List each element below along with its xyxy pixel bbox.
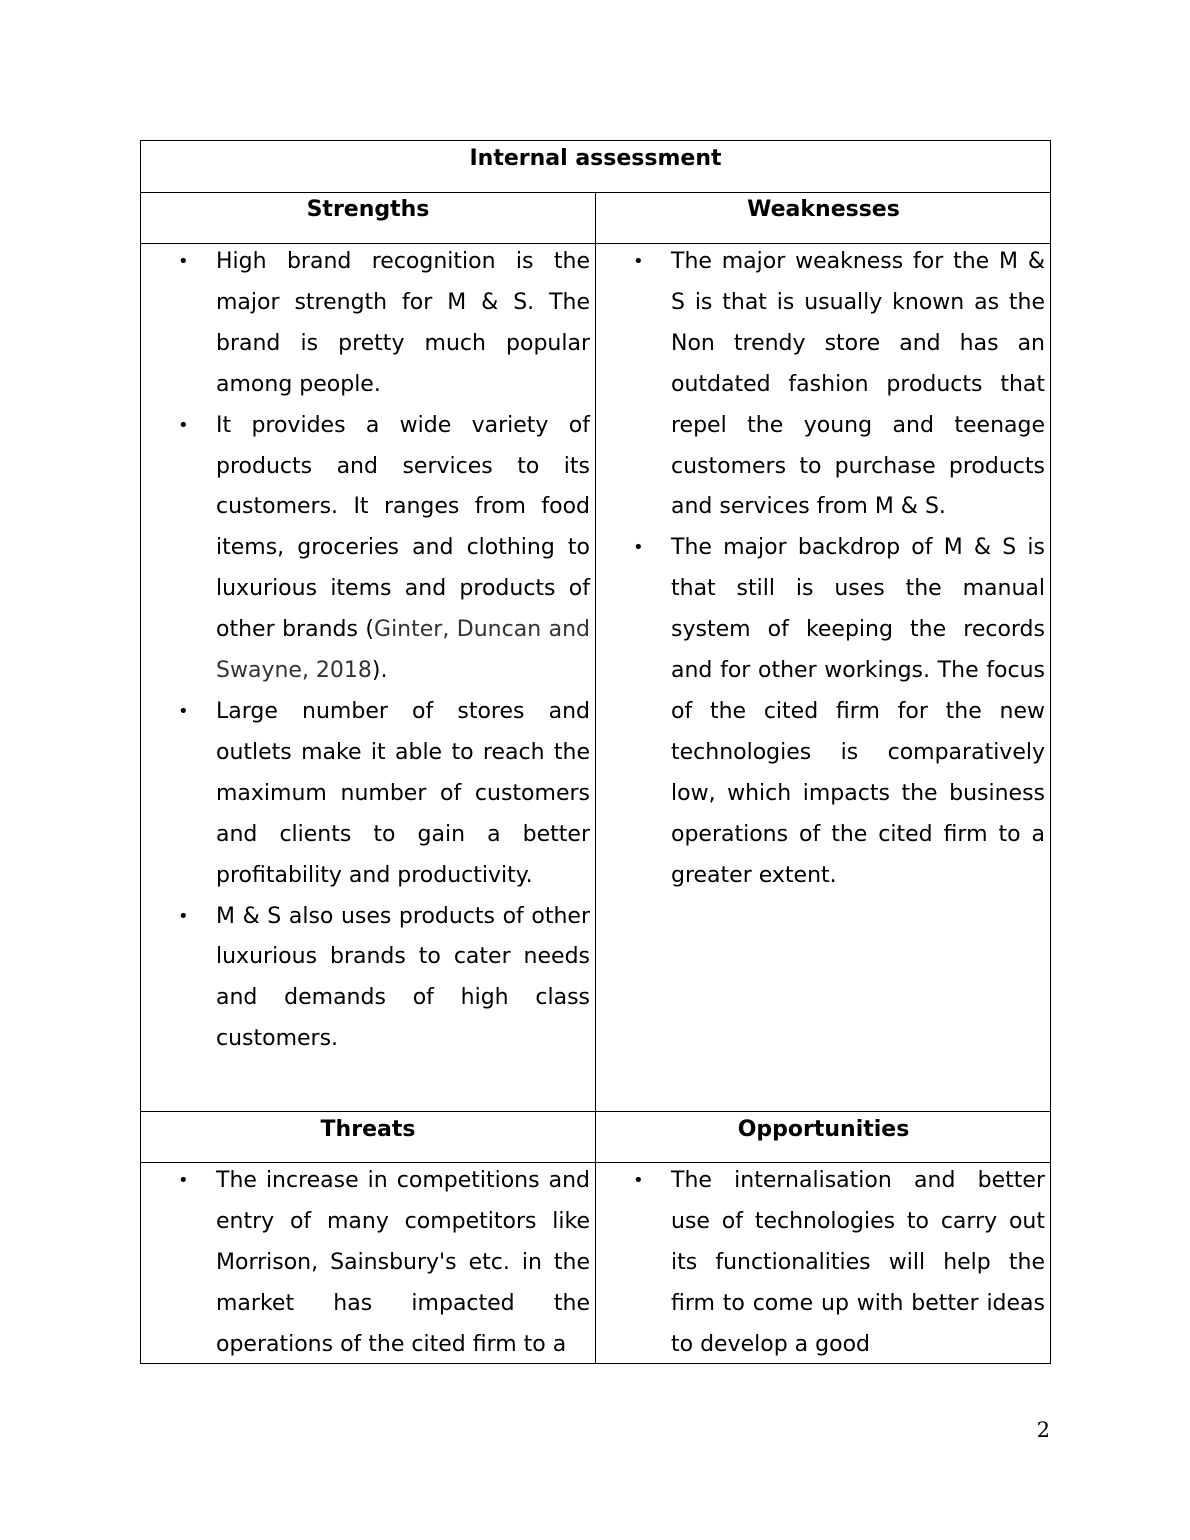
citation: Ginter, Duncan and Swayne, 2018: [216, 617, 591, 684]
list-item: [178, 692, 590, 897]
list-item: [178, 242, 590, 406]
list-item: [178, 897, 590, 1061]
strengths-cell: [178, 242, 591, 1060]
table-title: Internal assessment: [469, 146, 722, 171]
column-divider: [595, 193, 596, 1363]
opportunities-cell: [633, 1161, 1045, 1364]
threats-cell: [178, 1161, 590, 1364]
bullet-icon: •: [633, 1170, 644, 1191]
list-item-text: The increase in competitions and entry of many competitors like Morrison, Sainsbury's etc. in the market has impacted the operations of the cited firm to a: [216, 1168, 590, 1357]
list-item: [633, 242, 1045, 528]
weaknesses-header: Weaknesses: [747, 197, 900, 222]
bullet-icon: •: [633, 537, 644, 559]
bullet-icon: •: [178, 700, 189, 722]
list-item-text: High brand recognition is the major strength for M & S. The brand is pretty much popular among people.: [216, 249, 590, 397]
bullet-icon: •: [633, 251, 644, 272]
list-item: [178, 406, 591, 692]
divider: [141, 1111, 1050, 1112]
list-item: [178, 1161, 590, 1364]
list-item: [633, 1161, 1045, 1364]
swot-table: [140, 140, 1051, 1364]
strengths-header: Strengths: [306, 197, 430, 222]
weaknesses-cell: [633, 242, 1045, 897]
list-item-text: The internalisation and better use of technologies to carry out its functionalities will help the firm to come up with better ideas to develop a good: [671, 1168, 1045, 1357]
list-item-text-end: ).: [371, 658, 388, 684]
threats-list: [178, 1161, 590, 1364]
weaknesses-list: [633, 242, 1045, 897]
bullet-icon: •: [178, 1170, 189, 1191]
bullet-icon: •: [178, 251, 189, 272]
list-item-text: It provides a wide variety of products and services to its customers. It ranges from food items, groceries and clothing to luxurious items and products of other brands (: [216, 412, 590, 643]
list-item-text: The major weakness for the M & S is that is usually known as the Non trendy store and has an outdated fashion products that repel the young and teenage customers to purchase products and services from M & S.: [671, 249, 1045, 520]
bullet-icon: •: [178, 414, 189, 436]
opportunities-header: Opportunities: [737, 1117, 910, 1142]
strengths-list: [178, 242, 591, 1060]
list-item-text: Large number of stores and outlets make it able to reach the maximum number of customers and clients to gain a better profitability and productivity.: [216, 698, 590, 888]
list-item: [633, 528, 1045, 896]
list-item-text: M & S also uses products of other luxurious brands to cater needs and demands of high class customers.: [216, 903, 590, 1052]
list-item-text: The major backdrop of M & S is that still is uses the manual system of keeping the records and for other workings. The focus of the cited firm for the new technologies is comparatively low, which impacts the business operations of the cited firm to a greater extent.: [671, 535, 1045, 888]
bullet-icon: •: [178, 905, 189, 927]
page-number: 2: [1036, 1418, 1050, 1442]
threats-header: Threats: [320, 1117, 416, 1142]
opportunities-list: [633, 1161, 1045, 1364]
